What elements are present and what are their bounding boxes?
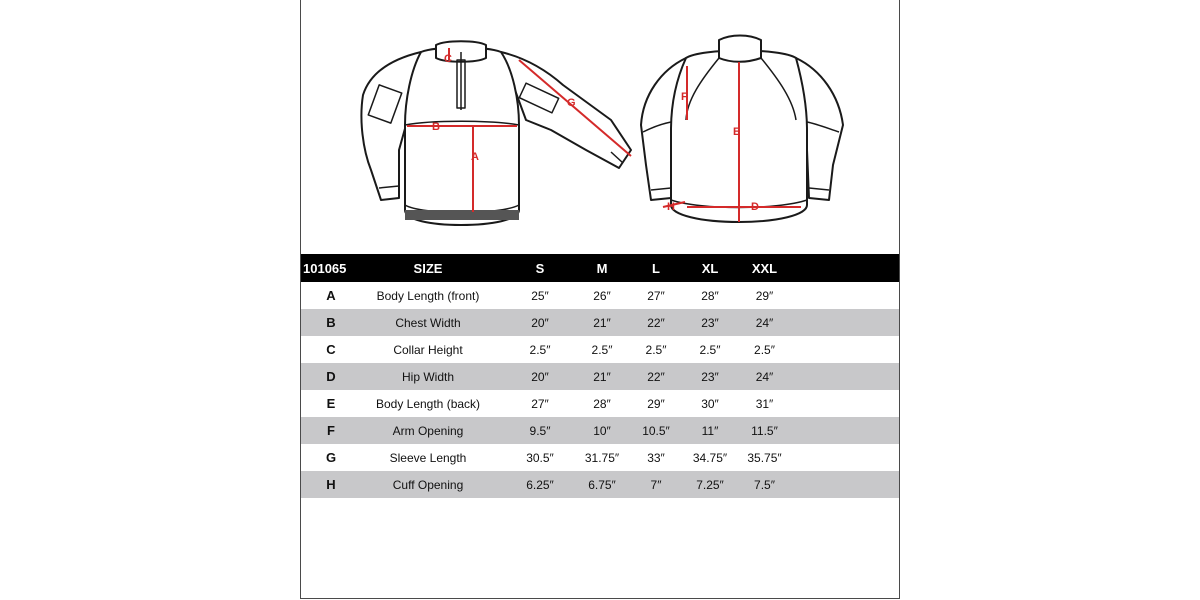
- front-jacket-drawing: [361, 41, 631, 225]
- size-column-label: SIZE: [413, 260, 443, 276]
- value-m: 10″: [593, 423, 611, 438]
- value-l: 22″: [647, 315, 665, 330]
- value-l: 2.5″: [645, 342, 667, 357]
- value-s: 20″: [531, 369, 549, 384]
- label-a: A: [471, 151, 479, 163]
- label-e: E: [733, 126, 741, 138]
- size-table-header: [301, 254, 899, 282]
- value-m: 2.5″: [591, 342, 613, 357]
- label-b: B: [432, 121, 440, 133]
- table-row: [301, 471, 899, 498]
- value-m: 31.75″: [584, 450, 620, 465]
- measurement-name: Body Length (front): [376, 288, 480, 303]
- value-xl: 23″: [701, 369, 719, 384]
- value-m: 6.75″: [588, 477, 616, 492]
- label-h: H: [667, 201, 675, 213]
- size-table: [301, 254, 899, 498]
- header-size-l: L: [652, 260, 660, 276]
- measurement-name: Cuff Opening: [392, 477, 464, 492]
- row-letter: C: [326, 342, 336, 357]
- row-letter: E: [326, 396, 336, 411]
- back-jacket-drawing: [641, 36, 843, 223]
- label-f: F: [681, 91, 688, 103]
- value-xxl: 7.5″: [754, 477, 775, 492]
- value-m: 26″: [593, 288, 611, 303]
- value-xl: 23″: [701, 315, 719, 330]
- header-size-m: M: [596, 260, 608, 276]
- value-s: 25″: [531, 288, 549, 303]
- table-row: [301, 309, 899, 336]
- value-l: 29″: [647, 396, 665, 411]
- label-g: G: [567, 97, 576, 109]
- value-s: 2.5″: [529, 342, 551, 357]
- measurement-name: Chest Width: [395, 315, 461, 330]
- value-xxl: 2.5″: [754, 342, 775, 357]
- value-s: 9.5″: [529, 423, 551, 438]
- size-chart-card: [300, 0, 900, 599]
- table-row: [301, 417, 899, 444]
- value-l: 33″: [647, 450, 665, 465]
- value-s: 20″: [531, 315, 549, 330]
- table-row: [301, 336, 899, 363]
- value-l: 22″: [647, 369, 665, 384]
- value-xxl: 24″: [755, 369, 774, 384]
- value-xxl: 29″: [755, 288, 774, 303]
- measurement-name: Hip Width: [401, 369, 454, 384]
- value-l: 10.5″: [642, 423, 670, 438]
- header-size-xl: XL: [701, 260, 719, 276]
- header-size-s: S: [535, 260, 545, 276]
- measurement-name: Collar Height: [393, 342, 463, 357]
- table-row: [301, 282, 899, 309]
- label-d: D: [751, 201, 759, 213]
- value-xxl: 24″: [755, 315, 774, 330]
- table-row: [301, 444, 899, 471]
- value-xl: 30″: [701, 396, 719, 411]
- row-letter: H: [326, 477, 336, 492]
- measurement-name: Body Length (back): [375, 396, 481, 411]
- value-xl: 28″: [701, 288, 719, 303]
- header-size-xxl: XXL: [751, 260, 778, 276]
- value-xl: 7.25″: [696, 477, 724, 492]
- measurement-name: Sleeve Length: [389, 450, 467, 465]
- value-s: 27″: [531, 396, 549, 411]
- value-xxl: 35.75″: [747, 450, 782, 465]
- table-row: [301, 390, 899, 417]
- value-xl: 34.75″: [692, 450, 728, 465]
- value-xl: 11″: [701, 423, 719, 438]
- product-code: 101065: [303, 260, 347, 276]
- value-s: 6.25″: [526, 477, 554, 492]
- measurement-name: Arm Opening: [392, 423, 464, 438]
- row-letter: D: [326, 369, 336, 384]
- value-m: 28″: [593, 396, 611, 411]
- row-letter: B: [326, 315, 336, 330]
- label-c: C: [444, 53, 452, 65]
- value-s: 30.5″: [526, 450, 554, 465]
- row-letter: F: [327, 423, 335, 438]
- value-m: 21″: [593, 315, 611, 330]
- value-l: 27″: [647, 288, 665, 303]
- jacket-diagram-svg: [301, 0, 899, 252]
- row-letter: A: [326, 288, 336, 303]
- jacket-diagram: [301, 0, 899, 252]
- value-m: 21″: [593, 369, 611, 384]
- table-row: [301, 363, 899, 390]
- row-letter: G: [325, 450, 337, 465]
- value-xxl: 11.5″: [751, 423, 778, 438]
- value-l: 7″: [650, 477, 662, 492]
- value-xl: 2.5″: [699, 342, 721, 357]
- value-xxl: 31″: [755, 396, 774, 411]
